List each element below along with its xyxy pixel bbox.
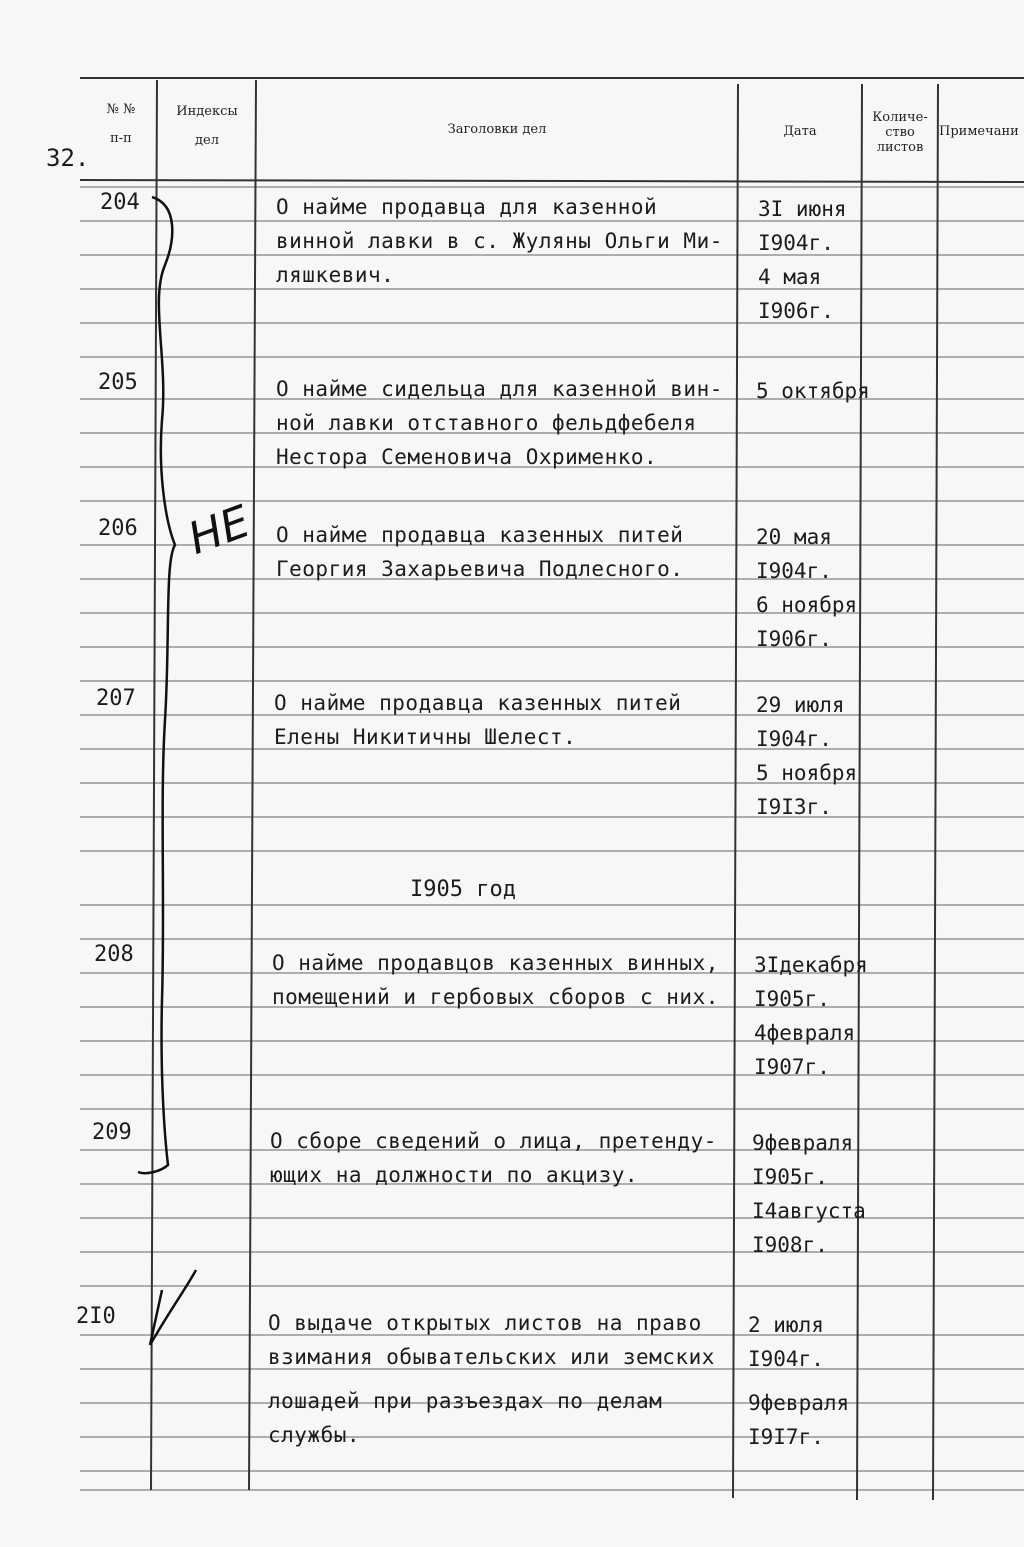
header-count-l1: Количе- [872, 110, 928, 125]
entry-date-line: 2 июля [748, 1313, 824, 1337]
entry-title-line: ной лавки отставного фельдфебеля [276, 411, 697, 435]
entry-title [276, 190, 723, 292]
entry-date-line: 3I июня [758, 197, 847, 221]
header-count-l2: ство [885, 125, 915, 140]
entry-date-line: 5 октября [756, 379, 870, 403]
entry-title-line: О сборе сведений о лица, претенду- [270, 1129, 717, 1153]
entry-title-line: О найме продавцов казенных винных, [272, 951, 719, 975]
entry-title [268, 1306, 715, 1452]
entry-date-line: I904г. [756, 559, 832, 583]
entry-date-line: 6 ноября [756, 593, 858, 617]
header-count [863, 110, 937, 155]
entry-title-line: помещений и гербовых сборов с них. [272, 985, 719, 1009]
entry-dates [748, 1308, 849, 1454]
header-num [88, 102, 154, 146]
entry-date-line: I9I7г. [748, 1425, 824, 1449]
entry-title-line: Нестора Семеновича Охрименко. [276, 445, 658, 469]
entry-number: 209 [92, 1120, 132, 1145]
header-title: Заголовки дел [447, 122, 547, 137]
entry-date-line: 3Iдекабря [754, 953, 868, 977]
entry-title [270, 1124, 717, 1192]
entry-number: 206 [98, 516, 138, 541]
entry-date-line: 9февраля [748, 1391, 850, 1415]
entry-title-line: Елены Никитичны Шелест. [274, 725, 577, 749]
entry-title-line: О найме продавца казенных питей [274, 691, 682, 715]
annotation-handwriting: НЕ [181, 496, 257, 565]
entry-title-line: О найме продавца для казенной [276, 195, 658, 219]
entry-title-line: Георгия Захарьевича Подлесного. [276, 557, 684, 581]
entry-dates [756, 520, 857, 656]
entry-number: 207 [96, 686, 136, 711]
entry-dates [752, 1126, 866, 1262]
entry-date-line: I904г. [756, 727, 832, 751]
entry-title [272, 946, 719, 1014]
entry-date-line: I906г. [756, 627, 832, 651]
entry-date-line: I4августа [752, 1199, 866, 1223]
entry-title-line: взимания обывательских или земских [268, 1345, 715, 1369]
entry-number: 208 [94, 942, 134, 967]
entry-date-line: I904г. [758, 231, 834, 255]
header-date: Дата [783, 124, 817, 139]
entry-title-line: О найме сидельца для казенной вин- [276, 377, 723, 401]
entry-title-line: лошадей при разъездах по делам [268, 1389, 663, 1413]
year-heading: I905 год [410, 877, 516, 902]
header-num-label: № № [106, 102, 136, 117]
entry-date-line: 9февраля [752, 1131, 854, 1155]
entry-date-line: I908г. [752, 1233, 828, 1257]
header-notes: Примечани [939, 124, 1019, 139]
entry-title-line: службы. [268, 1423, 361, 1447]
handwritten-bracket [138, 197, 196, 1345]
header-num-sub: п-п [110, 131, 132, 146]
entry-dates [756, 374, 870, 408]
entry-number: 2I0 [76, 1304, 116, 1329]
entry-date-line: I907г. [754, 1055, 830, 1079]
entry-title-line: О найме продавца казенных питей [276, 523, 684, 547]
entry-number: 205 [98, 370, 138, 395]
entry-title [274, 686, 681, 754]
entry-dates [758, 192, 847, 328]
entry-date-line: I906г. [758, 299, 834, 323]
entry-title-line: О выдаче открытых листов на право [268, 1311, 702, 1335]
entry-number: 204 [100, 190, 140, 215]
entry-title-line: винной лавки в с. Жуляны Ольги Ми- [276, 229, 723, 253]
entry-date-line: I904г. [748, 1347, 824, 1371]
entry-dates [756, 688, 857, 824]
entry-date-line: I9I3г. [756, 795, 832, 819]
header-index-sub: дел [195, 133, 219, 148]
entry-title-line: ющих на должности по акцизу. [270, 1163, 639, 1187]
entry-date-line: I905г. [754, 987, 830, 1011]
entry-title [276, 372, 723, 474]
header-index-label: Индексы [176, 104, 238, 119]
header-count-l3: листов [876, 140, 924, 155]
entry-dates [754, 948, 868, 1084]
entry-date-line: I905г. [752, 1165, 828, 1189]
entry-title-line: ляшкевич. [276, 263, 395, 287]
header-index [160, 104, 254, 148]
entry-date-line: 20 мая [756, 525, 832, 549]
entry-date-line: 4 мая [758, 265, 822, 289]
entry-date-line: 4февраля [754, 1021, 856, 1045]
entry-date-line: 5 ноября [756, 761, 858, 785]
entry-date-line: 29 июля [756, 693, 845, 717]
page-number: 32. [46, 144, 90, 172]
entry-title [276, 518, 683, 586]
